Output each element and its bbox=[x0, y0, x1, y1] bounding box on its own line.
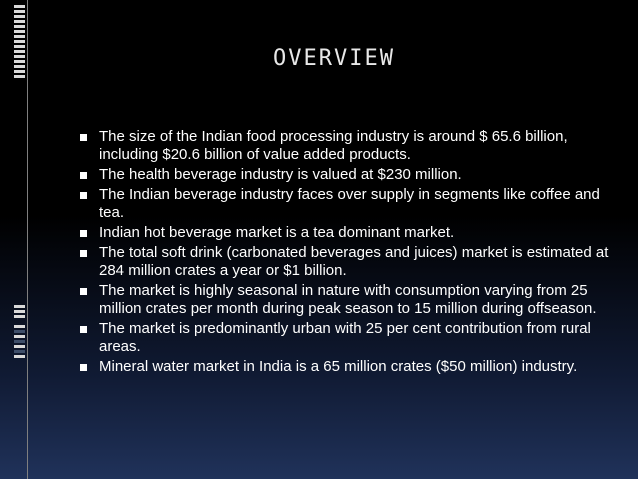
bullet-list bbox=[78, 128, 626, 378]
square-bullet-icon bbox=[80, 288, 87, 295]
bullet-text: The market is predominantly urban with 25 per cent contribution from rural areas. bbox=[99, 320, 591, 355]
decorative-bars-lower bbox=[14, 305, 25, 318]
bullet-item bbox=[78, 358, 626, 376]
bullet-item bbox=[78, 224, 626, 242]
bullet-item bbox=[78, 166, 626, 184]
decorative-bars-bottom bbox=[14, 325, 25, 358]
bullet-item bbox=[78, 186, 626, 222]
decorative-bars-top bbox=[14, 5, 25, 18]
square-bullet-icon bbox=[80, 250, 87, 257]
bullet-text: Indian hot beverage market is a tea dominant market. bbox=[99, 224, 455, 241]
bullet-text: The market is highly seasonal in nature with consumption varying from 25 million crates per month during peak season to 15 million during offseason. bbox=[99, 282, 597, 317]
slide-title: OVERVIEW bbox=[273, 46, 395, 71]
bullet-text: The total soft drink (carbonated beverages and juices) market is estimated at 284 million crates a year or $1 billion. bbox=[99, 244, 609, 279]
square-bullet-icon bbox=[80, 192, 87, 199]
square-bullet-icon bbox=[80, 230, 87, 237]
bullet-item bbox=[78, 320, 626, 356]
bullet-item bbox=[78, 244, 626, 280]
square-bullet-icon bbox=[80, 134, 87, 141]
bullet-text: The health beverage industry is valued at $230 million. bbox=[99, 166, 462, 183]
bullet-item bbox=[78, 282, 626, 318]
left-divider-line bbox=[27, 0, 28, 479]
bullet-text: Mineral water market in India is a 65 million crates ($50 million) industry. bbox=[99, 358, 578, 375]
square-bullet-icon bbox=[80, 172, 87, 179]
square-bullet-icon bbox=[80, 364, 87, 371]
square-bullet-icon bbox=[80, 326, 87, 333]
decorative-bars-upper bbox=[14, 20, 25, 78]
bullet-item bbox=[78, 128, 626, 164]
bullet-text: The size of the Indian food processing industry is around $ 65.6 billion, including $20.6 billion of value added products. bbox=[99, 128, 568, 163]
bullet-text: The Indian beverage industry faces over supply in segments like coffee and tea. bbox=[99, 186, 600, 221]
